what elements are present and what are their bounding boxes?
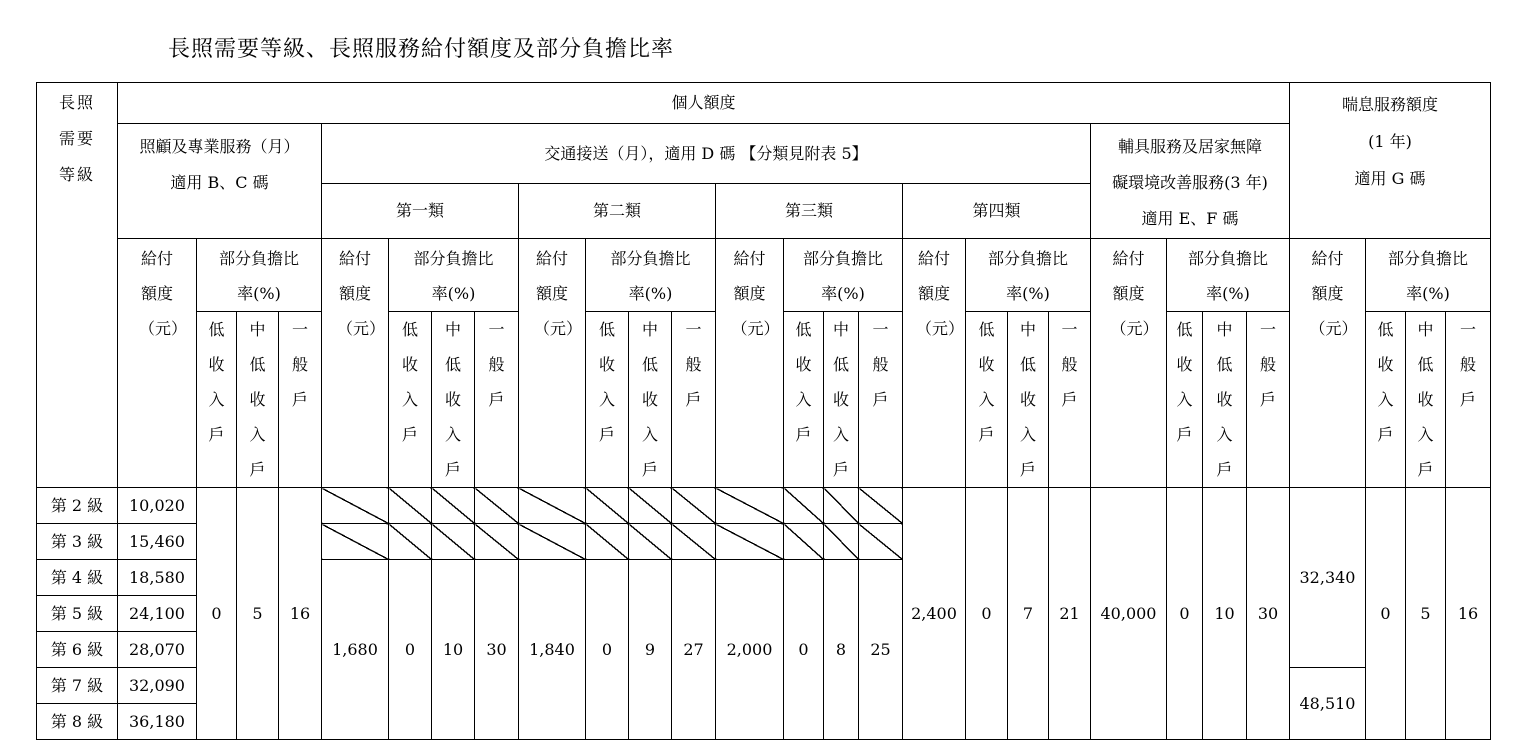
general-header-text: 一般戶 <box>685 320 702 409</box>
diagonal-cell <box>322 488 389 524</box>
midlow-header <box>629 312 672 488</box>
level-cell: 第 6 級 <box>37 632 118 668</box>
class1-amount-cell: 1,680 <box>322 560 389 740</box>
midlow-header-text: 中低收入戶 <box>249 320 266 479</box>
class3-header: 第三類 <box>716 184 903 239</box>
diagonal-cell <box>629 524 672 560</box>
general-header <box>672 312 716 488</box>
level-cell: 第 8 級 <box>37 704 118 740</box>
midlow-header-text: 中低收入戶 <box>444 320 461 479</box>
general-header <box>859 312 903 488</box>
diagonal-cell <box>859 524 903 560</box>
low-header-text: 低收入戶 <box>401 320 418 444</box>
amount-header <box>1290 239 1366 488</box>
ratio-header-text: 部分負擔比率(%) <box>987 249 1068 303</box>
ratio-header-text: 部分負擔比率(%) <box>1387 249 1468 303</box>
care-amount-cell: 18,580 <box>118 560 197 596</box>
diagonal-cell <box>672 524 716 560</box>
general-header-text: 一般戶 <box>1459 320 1476 409</box>
ratio-header <box>389 239 519 312</box>
amount-header-text: 給付額度（元） <box>731 249 780 338</box>
ratio-header <box>784 239 903 312</box>
aids-midlow-cell: 10 <box>1203 488 1247 740</box>
level-cell: 第 4 級 <box>37 560 118 596</box>
amount-header-text: 給付額度（元） <box>534 249 583 338</box>
ratio-header-text: 部分負擔比率(%) <box>413 249 494 303</box>
amount-header <box>716 239 784 488</box>
midlow-header-text: 中低收入戶 <box>1417 320 1434 479</box>
class4-amount-cell: 2,400 <box>903 488 966 740</box>
diagonal-cell <box>389 488 432 524</box>
aids-header: 輔具服務及居家無障 礙環境改善服務(3 年) 適用 E、F 碼 <box>1091 124 1290 239</box>
level-column-header <box>37 83 118 488</box>
respite-amount-b-cell: 48,510 <box>1290 668 1366 740</box>
general-header-text: 一般戶 <box>1259 320 1276 409</box>
respite-low-cell: 0 <box>1366 488 1406 740</box>
class2-amount-cell: 1,840 <box>519 560 586 740</box>
general-header <box>1049 312 1091 488</box>
care-header: 照顧及專業服務（月） 適用 B、C 碼 <box>118 124 322 239</box>
midlow-header <box>237 312 279 488</box>
amount-header-text: 給付額度（元） <box>1309 249 1358 338</box>
respite-midlow-cell: 5 <box>1406 488 1446 740</box>
general-header-text: 一般戶 <box>291 320 308 409</box>
class4-midlow-cell: 7 <box>1008 488 1049 740</box>
low-header-text: 低收入戶 <box>795 320 812 444</box>
ratio-header-text: 部分負擔比率(%) <box>610 249 691 303</box>
class4-general-cell: 21 <box>1049 488 1091 740</box>
midlow-header <box>824 312 859 488</box>
care-amount-cell: 24,100 <box>118 596 197 632</box>
midlow-header <box>1406 312 1446 488</box>
class1-header: 第一類 <box>322 184 519 239</box>
ratio-header-text: 部分負擔比率(%) <box>1187 249 1268 303</box>
class4-low-cell: 0 <box>966 488 1008 740</box>
aids-general-cell: 30 <box>1247 488 1290 740</box>
diagonal-cell <box>672 488 716 524</box>
diagonal-cell <box>784 488 824 524</box>
amount-header-text: 給付額度（元） <box>139 249 188 338</box>
diagonal-cell <box>475 488 519 524</box>
level-cell: 第 3 級 <box>37 524 118 560</box>
amount-header <box>1091 239 1167 488</box>
amount-header-text: 給付額度（元） <box>1110 249 1159 338</box>
level-header-text: 長照需要等級 <box>58 93 95 184</box>
general-header <box>279 312 322 488</box>
diagonal-cell <box>824 524 859 560</box>
low-header-text: 低收入戶 <box>978 320 995 444</box>
care-amount-cell: 15,460 <box>118 524 197 560</box>
care-low-cell: 0 <box>197 488 237 740</box>
care-amount-cell: 10,020 <box>118 488 197 524</box>
respite-amount-a-cell: 32,340 <box>1290 488 1366 668</box>
class3-amount-cell: 2,000 <box>716 560 784 740</box>
personal-header: 個人額度 <box>118 83 1290 124</box>
diagonal-cell <box>322 524 389 560</box>
low-header-text: 低收入戶 <box>1377 320 1394 444</box>
low-header <box>1167 312 1203 488</box>
class3-general-cell: 25 <box>859 560 903 740</box>
class2-low-cell: 0 <box>586 560 629 740</box>
benefit-table <box>36 82 1491 740</box>
class2-midlow-cell: 9 <box>629 560 672 740</box>
ratio-header-text: 部分負擔比率(%) <box>802 249 883 303</box>
level-cell: 第 5 級 <box>37 596 118 632</box>
general-header-text: 一般戶 <box>872 320 889 409</box>
care-general-cell: 16 <box>279 488 322 740</box>
low-header <box>586 312 629 488</box>
amount-header-text: 給付額度（元） <box>916 249 965 338</box>
class3-midlow-cell: 8 <box>824 560 859 740</box>
low-header <box>1366 312 1406 488</box>
diagonal-cell <box>432 488 475 524</box>
low-header <box>784 312 824 488</box>
general-header <box>1446 312 1491 488</box>
class1-low-cell: 0 <box>389 560 432 740</box>
respite-general-cell: 16 <box>1446 488 1491 740</box>
class2-header: 第二類 <box>519 184 716 239</box>
low-header <box>966 312 1008 488</box>
low-header-text: 低收入戶 <box>208 320 225 444</box>
ratio-header-text: 部分負擔比率(%) <box>218 249 299 303</box>
diagonal-cell <box>824 488 859 524</box>
general-header-text: 一般戶 <box>488 320 505 409</box>
amount-header <box>903 239 966 488</box>
ratio-header <box>1366 239 1491 312</box>
diagonal-cell <box>475 524 519 560</box>
level-cell: 第 7 級 <box>37 668 118 704</box>
amount-header <box>118 239 197 488</box>
midlow-header-text: 中低收入戶 <box>1019 320 1036 479</box>
ratio-header <box>197 239 322 312</box>
midlow-header-text: 中低收入戶 <box>641 320 658 479</box>
class4-header: 第四類 <box>903 184 1091 239</box>
diagonal-cell <box>586 524 629 560</box>
class3-low-cell: 0 <box>784 560 824 740</box>
ratio-header <box>1167 239 1290 312</box>
diagonal-cell <box>859 488 903 524</box>
diagonal-cell <box>784 524 824 560</box>
midlow-header-text: 中低收入戶 <box>832 320 849 479</box>
diagonal-cell <box>519 524 586 560</box>
midlow-header <box>1008 312 1049 488</box>
low-header <box>197 312 237 488</box>
ratio-header <box>966 239 1091 312</box>
general-header-text: 一般戶 <box>1061 320 1078 409</box>
general-header <box>475 312 519 488</box>
respite-header: 喘息服務額度 (1 年) 適用 G 碼 <box>1290 83 1491 239</box>
transport-header: 交通接送（月），適用 D 碼 【分類見附表 5】 <box>322 124 1091 184</box>
class2-general-cell: 27 <box>672 560 716 740</box>
level-cell: 第 2 級 <box>37 488 118 524</box>
amount-header <box>519 239 586 488</box>
aids-low-cell: 0 <box>1167 488 1203 740</box>
diagonal-cell <box>629 488 672 524</box>
diagonal-cell <box>389 524 432 560</box>
diagonal-cell <box>716 488 784 524</box>
ratio-header <box>586 239 716 312</box>
diagonal-cell <box>716 524 784 560</box>
diagonal-cell <box>586 488 629 524</box>
midlow-header <box>1203 312 1247 488</box>
class1-general-cell: 30 <box>475 560 519 740</box>
amount-header-text: 給付額度（元） <box>337 249 386 338</box>
midlow-header <box>432 312 475 488</box>
class1-midlow-cell: 10 <box>432 560 475 740</box>
low-header <box>389 312 432 488</box>
low-header-text: 低收入戶 <box>598 320 615 444</box>
care-amount-cell: 28,070 <box>118 632 197 668</box>
amount-header <box>322 239 389 488</box>
midlow-header-text: 中低收入戶 <box>1216 320 1233 479</box>
diagonal-cell <box>432 524 475 560</box>
care-midlow-cell: 5 <box>237 488 279 740</box>
care-amount-cell: 32,090 <box>118 668 197 704</box>
general-header <box>1247 312 1290 488</box>
low-header-text: 低收入戶 <box>1176 320 1193 444</box>
diagonal-cell <box>519 488 586 524</box>
care-amount-cell: 36,180 <box>118 704 197 740</box>
page-title: 長照需要等級、長照服務給付額度及部分負擔比率 <box>168 37 675 62</box>
aids-amount-cell: 40,000 <box>1091 488 1167 740</box>
